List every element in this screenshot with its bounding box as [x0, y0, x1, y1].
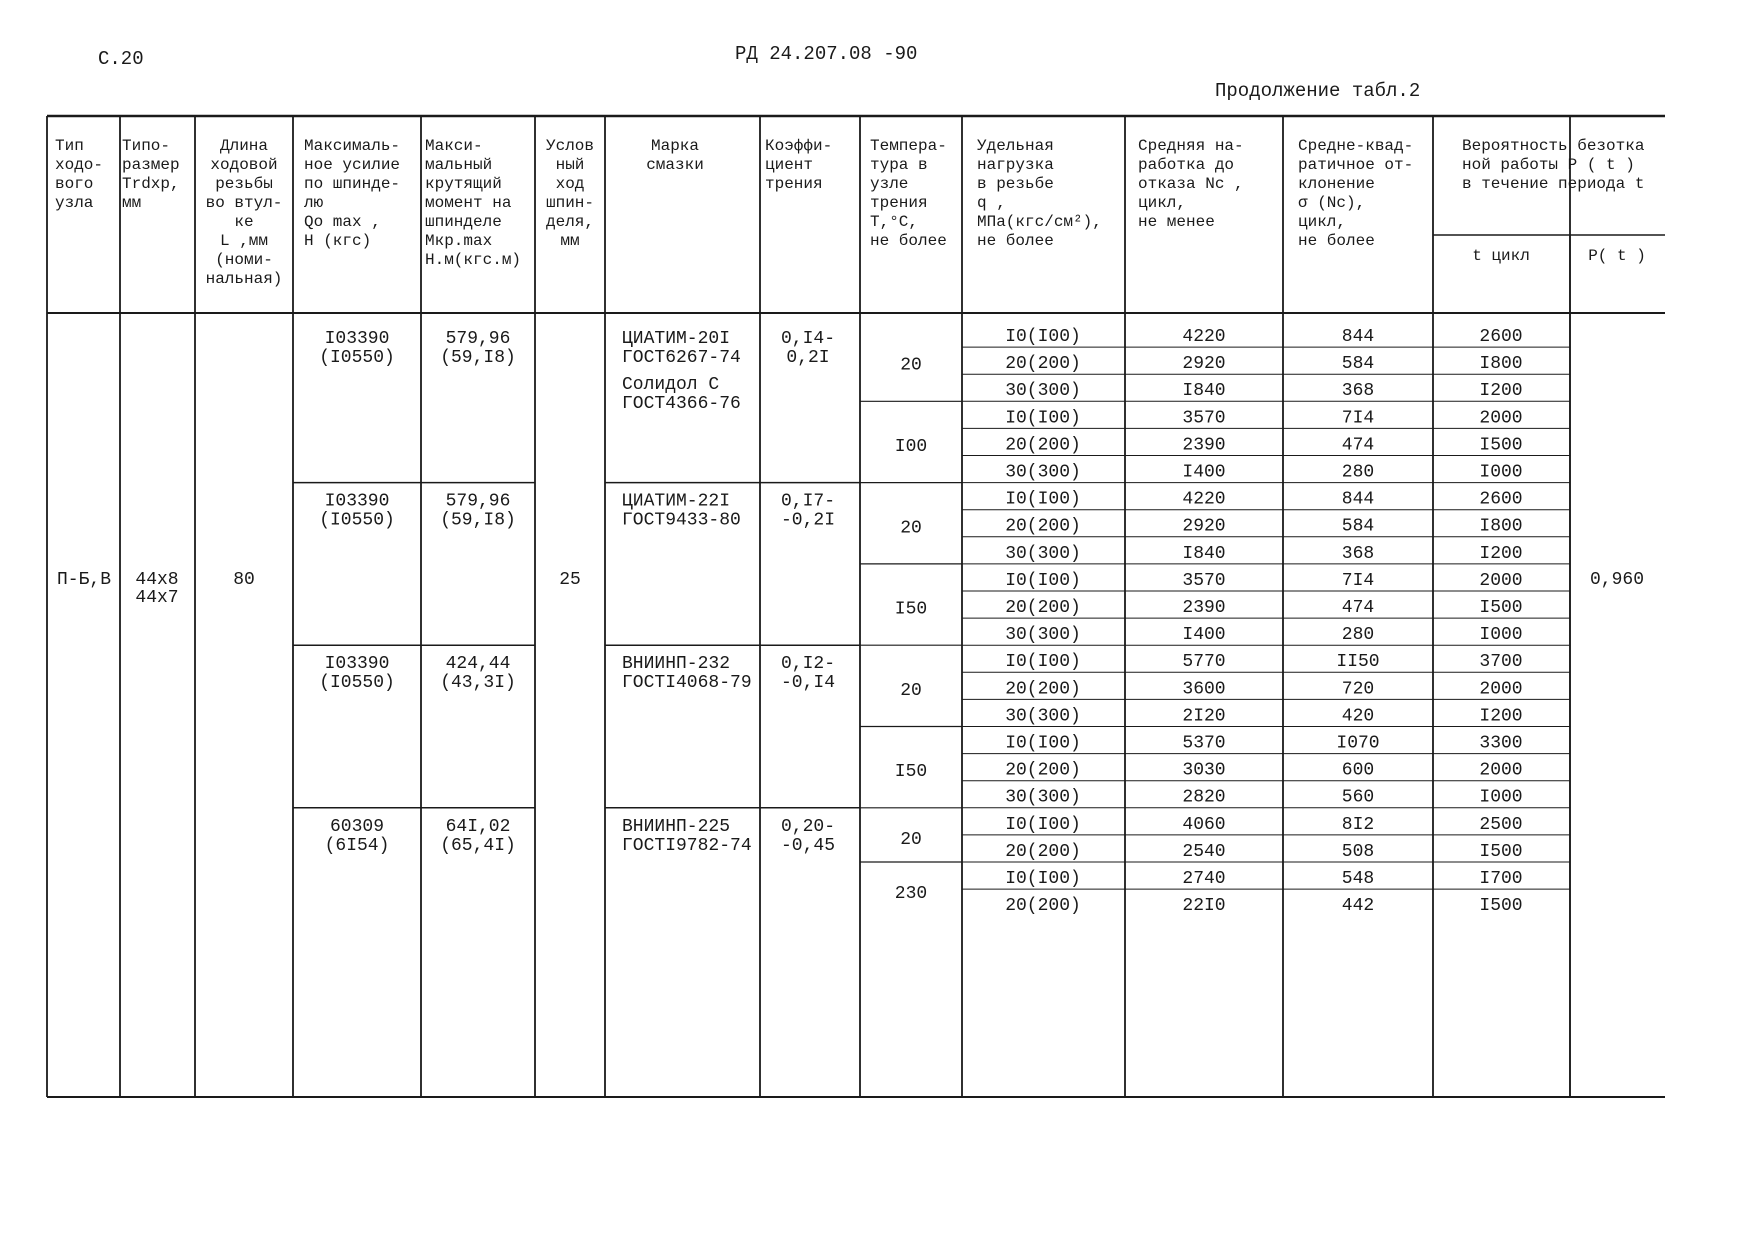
mean-life-value: 22I0 [1182, 896, 1226, 917]
std-deviation-value: 560 [1341, 787, 1375, 808]
specific-load-value: I0(I00) [1005, 327, 1081, 347]
table-continuation-label: Продолжение табл.2 [1215, 80, 1421, 102]
friction-coefficient: -0,2I [780, 510, 836, 531]
header-text: трения [870, 194, 928, 212]
cycle-count-value: I200 [1479, 543, 1523, 564]
header-text: во втул- [205, 194, 283, 212]
mean-life-value: 5770 [1182, 652, 1226, 673]
header-text: в резьбе [977, 175, 1054, 193]
temperature-value: 20 [900, 829, 922, 850]
cycle-count-value: I500 [1479, 435, 1523, 456]
specific-load-value: 30(300) [1005, 543, 1081, 564]
header-text: клонение [1298, 175, 1375, 193]
friction-coefficient: 0,20- [780, 816, 836, 837]
header-text: ке [234, 213, 254, 231]
header-text: t цикл [1472, 247, 1530, 265]
header-text: ход [555, 175, 585, 193]
header-text: Коэффи- [765, 137, 833, 155]
header-text: мальный [425, 156, 493, 174]
header-text: ходо- [55, 156, 104, 174]
specific-load-value: 20(200) [1005, 354, 1081, 375]
lubricant-name: ЦИАТИМ-20I [622, 329, 731, 349]
mean-life-value: 3600 [1182, 679, 1226, 700]
header-text: мм [122, 194, 142, 212]
header-text: Р( t ) [1588, 247, 1646, 265]
temperature-value: 20 [900, 355, 922, 376]
header-text: Марка [650, 137, 700, 155]
header-text: крутящий [425, 175, 502, 193]
lubricant-name: ВНИИНП-225 [622, 816, 731, 837]
cycle-count-value: 2600 [1479, 327, 1523, 347]
friction-coefficient: 0,I4- [780, 329, 836, 349]
temperature-value: 20 [900, 518, 922, 539]
std-deviation-value: 508 [1341, 841, 1375, 862]
std-deviation-value: 368 [1341, 381, 1375, 402]
header-text: шпин- [545, 194, 595, 212]
std-deviation-value: 474 [1341, 435, 1375, 456]
header-text: размер [122, 156, 180, 174]
header-text: трения [765, 175, 823, 193]
lubricant-name: ГОСТ6267-74 [622, 348, 741, 368]
mean-life-value: 2540 [1182, 841, 1226, 862]
std-deviation-value: 420 [1341, 706, 1375, 727]
header-text: Qo max , [304, 213, 381, 231]
header-text: не более [1298, 232, 1375, 250]
thread-size: 44x7 [135, 588, 179, 608]
cycle-count-value: 2000 [1479, 760, 1523, 781]
mean-life-value: I840 [1182, 543, 1226, 564]
header-text: нальная) [205, 270, 283, 288]
cycle-count-value: 3300 [1479, 733, 1523, 754]
friction-coefficient: -0,45 [780, 835, 836, 856]
header-text: отказа Nc , [1138, 175, 1244, 193]
max-force-value: (I0550) [319, 673, 395, 694]
header-text: узле [870, 175, 909, 193]
mean-life-value: 3570 [1182, 408, 1226, 429]
header-text: ной работы Р ( t ) [1462, 156, 1635, 174]
max-moment-value: (59,I8) [440, 348, 516, 368]
header-text: (номи- [215, 251, 273, 269]
header-text: Н.м(кгс.м) [425, 251, 522, 269]
lubricant-name: Солидол С [622, 375, 720, 395]
max-force-value: 60309 [329, 816, 385, 837]
std-deviation-value: 474 [1341, 598, 1375, 618]
header-text: Тип [55, 137, 84, 155]
std-deviation-value: 7I4 [1341, 408, 1375, 429]
cycle-count-value: 2000 [1479, 408, 1523, 429]
header-text: не менее [1138, 213, 1215, 231]
cycle-count-value: I500 [1479, 896, 1523, 917]
std-deviation-value: 368 [1341, 543, 1375, 564]
max-moment-value: 579,96 [445, 329, 511, 349]
specific-load-value: 30(300) [1005, 787, 1081, 808]
mean-life-value: I400 [1182, 625, 1226, 646]
std-deviation-value: 280 [1341, 625, 1375, 646]
std-deviation-value: 584 [1341, 516, 1375, 537]
cycle-count-value: 2000 [1479, 679, 1523, 700]
mean-life-value: 3030 [1182, 760, 1226, 781]
specific-load-value: 20(200) [1005, 896, 1081, 917]
header-text: ный [555, 156, 585, 174]
header-text: шпинделе [425, 213, 502, 231]
document-code: РД 24.207.08 -90 [735, 43, 918, 65]
thread-size: 44x8 [135, 570, 179, 590]
specific-load-value: I0(I00) [1005, 814, 1081, 835]
max-force-value: I03390 [324, 329, 390, 349]
max-moment-value: (65,4I) [440, 835, 516, 856]
std-deviation-value: II50 [1336, 652, 1380, 673]
header-text: Длина [219, 137, 269, 155]
header-text: Типо- [122, 137, 171, 155]
std-deviation-value: 8I2 [1341, 814, 1375, 835]
header-text: по шпинде- [304, 175, 401, 193]
header-text: работка до [1138, 156, 1235, 174]
mean-life-value: 5370 [1182, 733, 1226, 754]
page-number: С.20 [98, 48, 144, 70]
max-force-value: (I0550) [319, 510, 395, 531]
mean-life-value: 4060 [1182, 814, 1226, 835]
lubricant-name: ЦИАТИМ-22I [622, 491, 731, 512]
specific-load-value: I0(I00) [1005, 869, 1081, 889]
std-deviation-value: 600 [1341, 760, 1375, 781]
lubricant-name: ГОСТI9782-74 [622, 835, 752, 856]
std-deviation-value: 720 [1341, 679, 1375, 700]
std-deviation-value: 844 [1341, 489, 1375, 510]
header-text: узла [55, 194, 94, 212]
std-deviation-value: I070 [1336, 733, 1380, 754]
mean-life-value: I400 [1182, 462, 1226, 483]
header-text: L ,мм [219, 232, 269, 250]
mean-life-value: 2820 [1182, 787, 1226, 808]
specific-load-value: I0(I00) [1005, 652, 1081, 673]
max-moment-value: (59,I8) [440, 510, 516, 531]
header-text: момент на [425, 194, 512, 212]
mean-life-value: 2740 [1182, 869, 1226, 889]
header-text: МПа(кгс/см²), [977, 213, 1102, 231]
cycle-count-value: I200 [1479, 706, 1523, 727]
max-force-value: (I0550) [319, 348, 395, 368]
temperature-value: 230 [894, 884, 928, 905]
specific-load-value: I0(I00) [1005, 408, 1081, 429]
friction-coefficient: 0,I7- [780, 491, 836, 512]
header-text: Темпера- [870, 137, 947, 155]
std-deviation-value: 7I4 [1341, 570, 1375, 591]
mean-life-value: 2920 [1182, 516, 1226, 537]
header-text: не более [870, 232, 947, 250]
specific-load-value: 30(300) [1005, 381, 1081, 402]
specific-load-value: 20(200) [1005, 516, 1081, 537]
probability-value: 0,960 [1589, 570, 1645, 590]
header-text: Trdxp, [122, 175, 180, 193]
mean-life-value: 2390 [1182, 435, 1226, 456]
lubricant-name: ГОСТI4068-79 [622, 673, 752, 694]
lubricant-name: ВНИИНП-232 [622, 654, 731, 675]
header-text: тура в [870, 156, 928, 174]
max-moment-value: (43,3I) [440, 673, 516, 694]
cycle-count-value: I500 [1479, 598, 1523, 618]
cycle-count-value: I500 [1479, 841, 1523, 862]
thread-length: 80 [233, 570, 255, 590]
header-text: вого [55, 175, 94, 193]
std-deviation-value: 548 [1341, 869, 1375, 889]
max-moment-value: 579,96 [445, 491, 511, 512]
lubricant-name: ГОСТ4366-76 [622, 394, 741, 414]
header-text: Удельная [977, 137, 1054, 155]
specific-load-value: 20(200) [1005, 679, 1081, 700]
header-text: ратичное от- [1298, 156, 1414, 174]
cycle-count-value: I800 [1479, 516, 1523, 537]
specific-load-value: I0(I00) [1005, 733, 1081, 754]
cycle-count-value: 3700 [1479, 652, 1523, 673]
header-text: смазки [646, 156, 704, 174]
header-text: резьбы [215, 175, 273, 193]
header-text: цикл, [1298, 213, 1347, 231]
std-deviation-value: 844 [1341, 327, 1375, 347]
friction-coefficient: 0,I2- [780, 654, 836, 675]
header-text: циент [765, 156, 814, 174]
cycle-count-value: I200 [1479, 381, 1523, 402]
cycle-count-value: I000 [1479, 625, 1523, 646]
mean-life-value: 2I20 [1182, 706, 1226, 727]
mean-life-value: 2390 [1182, 598, 1226, 618]
specific-load-value: I0(I00) [1005, 570, 1081, 591]
specific-load-value: 30(300) [1005, 462, 1081, 483]
max-force-value: I03390 [324, 491, 390, 512]
header-text: Средняя на- [1138, 137, 1244, 155]
header-text: не более [977, 232, 1054, 250]
cycle-count-value: 2600 [1479, 489, 1523, 510]
std-deviation-value: 280 [1341, 462, 1375, 483]
specific-load-value: 20(200) [1005, 435, 1081, 456]
cycle-count-value: 2000 [1479, 570, 1523, 591]
header-text: Вероятность безотка [1462, 137, 1645, 155]
specific-load-value: 30(300) [1005, 706, 1081, 727]
cycle-count-value: I000 [1479, 462, 1523, 483]
mean-life-value: 4220 [1182, 489, 1226, 510]
specific-load-value: I0(I00) [1005, 489, 1081, 510]
cycle-count-value: I700 [1479, 869, 1523, 889]
specific-load-value: 30(300) [1005, 625, 1081, 646]
header-text: мм [560, 232, 580, 250]
header-text: Н (кгс) [304, 232, 372, 250]
max-force-value: I03390 [324, 654, 390, 675]
specific-load-value: 20(200) [1005, 760, 1081, 781]
header-text: σ (Nc), [1298, 194, 1366, 212]
assembly-type: П-Б,В [56, 570, 112, 590]
mean-life-value: 3570 [1182, 570, 1226, 591]
friction-coefficient: 0,2I [786, 348, 830, 368]
specific-load-value: 20(200) [1005, 841, 1081, 862]
temperature-value: I50 [894, 599, 928, 620]
header-text: Услов [545, 137, 595, 155]
mean-life-value: 4220 [1182, 327, 1226, 347]
max-force-value: (6I54) [324, 835, 390, 856]
friction-coefficient: -0,I4 [780, 673, 836, 694]
temperature-value: 20 [900, 680, 922, 701]
max-moment-value: 64I,02 [445, 816, 511, 837]
max-moment-value: 424,44 [445, 654, 511, 675]
lubricant-name: ГОСТ9433-80 [622, 510, 741, 531]
header-text: Максималь- [304, 137, 401, 155]
std-deviation-value: 584 [1341, 354, 1375, 375]
header-text: деля, [545, 213, 595, 231]
header-text: T,°С, [870, 213, 919, 231]
temperature-value: I50 [894, 762, 928, 783]
cycle-count-value: I000 [1479, 787, 1523, 808]
cycle-count-value: 2500 [1479, 814, 1523, 835]
header-text: нагрузка [977, 156, 1054, 174]
mean-life-value: I840 [1182, 381, 1226, 402]
specific-load-value: 20(200) [1005, 598, 1081, 618]
header-text: лю [304, 194, 324, 212]
temperature-value: I00 [894, 436, 928, 457]
header-text: в течение периода t [1462, 175, 1645, 193]
cycle-count-value: I800 [1479, 354, 1523, 375]
std-deviation-value: 442 [1341, 896, 1375, 917]
header-text: цикл, [1138, 194, 1187, 212]
header-text: q , [977, 194, 1006, 212]
header-text: Мкр.max [425, 232, 493, 250]
header-text: ходовой [210, 156, 278, 174]
header-text: Средне-квад- [1298, 137, 1414, 155]
spindle-stroke: 25 [559, 570, 581, 590]
mean-life-value: 2920 [1182, 354, 1226, 375]
header-text: Макси- [425, 137, 483, 155]
header-text: ное усилие [304, 156, 401, 174]
